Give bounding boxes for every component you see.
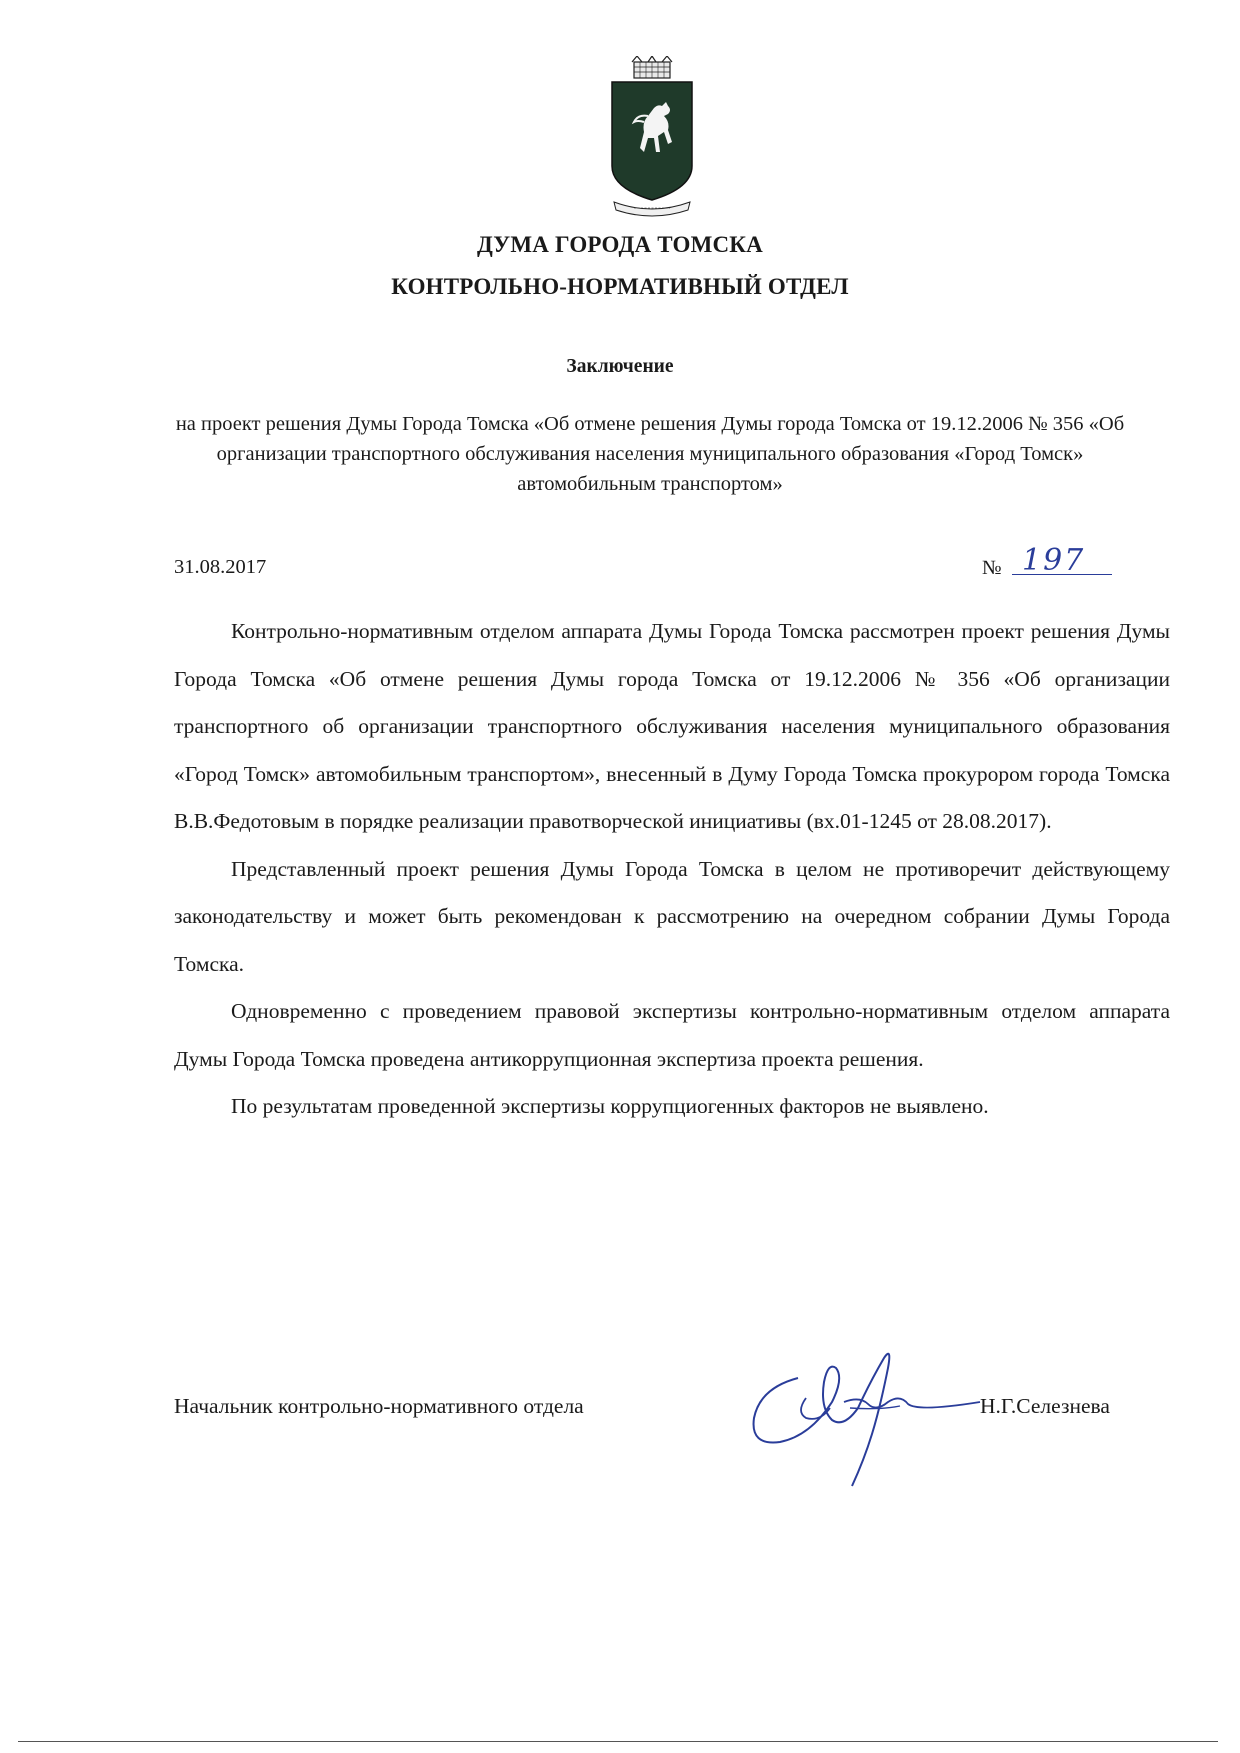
body-paragraph: Контрольно-нормативным отделом аппарата Думы Города Томска рассмотрен проект решения Думы Города Томска «Об отмене решения Думы города Томска от 19.12.2006 № 356 «Об организации транспортного об организации транспортного обслуживания населения муниципального образования «Город Томск» автомобильным транспортом», внесенный в Думу Города Томска прокурором города Томска В.В.Федотовым в порядке реализации правотворческой инициативы (вх.01-1245 от 28.08.2017). (174, 619, 1170, 833)
body-paragraph: По результатам проведенной экспертизы коррупциогенных факторов не выявлено. (231, 1094, 989, 1118)
document-subject: на проект решения Думы Города Томска «Об отмене решения Думы города Томска от 19.12.2006 № 356 «Об организации транспортного обслуживания населения муниципального образования «Город Томск» автомобильным транспортом» (175, 413, 1125, 495)
department-name: КОНТРОЛЬНО-НОРМАТИВНЫЙ ОТДЕЛ (391, 274, 849, 299)
number-value: 197 (1022, 543, 1086, 578)
tomsk-coat-of-arms-icon (604, 56, 700, 220)
number-label: № (982, 557, 1002, 579)
signatory-name: Н.Г.Селезнева (980, 1394, 1110, 1418)
document-title: Заключение (566, 356, 674, 377)
body-paragraph: Одновременно с проведением правовой экспертизы контрольно-нормативным отделом аппарата Думы Города Томска проведена антикоррупционная экспертиза проекта решения. (174, 999, 1170, 1071)
body-paragraph: Представленный проект решения Думы Города Томска в целом не противоречит действующему законодательству и может быть рекомендован к рассмотрению на очередном собрании Думы Города Томска. (174, 856, 1170, 976)
organization-name: ДУМА ГОРОДА ТОМСКА (477, 232, 763, 257)
handwritten-signature-icon (740, 1338, 990, 1488)
page-bottom-rule (18, 1741, 1218, 1742)
document-body (174, 608, 1170, 1131)
document-date: 31.08.2017 (174, 556, 267, 578)
document-number (982, 543, 1152, 587)
signatory-position: Начальник контрольно-нормативного отдела (174, 1394, 584, 1418)
